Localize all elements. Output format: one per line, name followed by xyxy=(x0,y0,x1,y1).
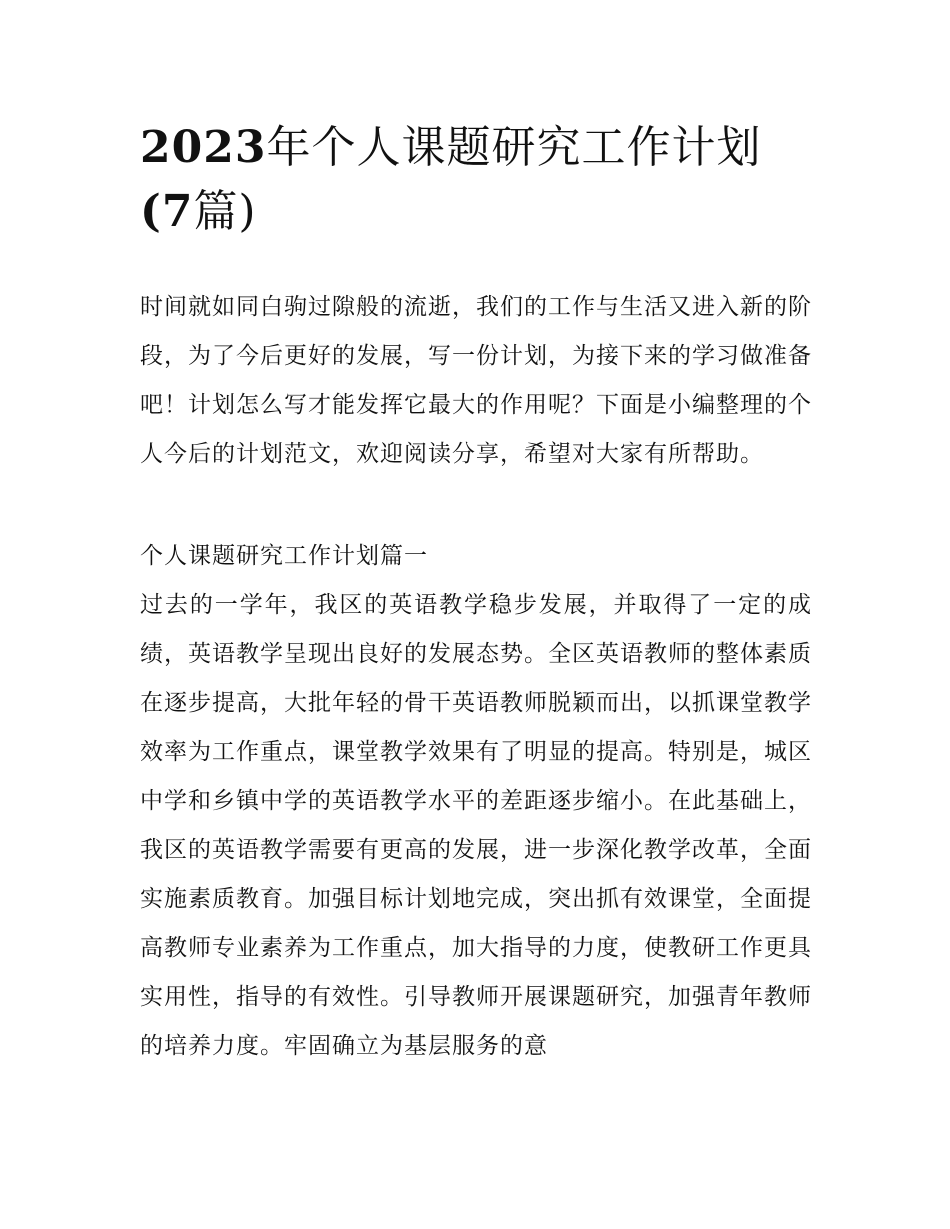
title-count-number: (7 xyxy=(140,186,194,237)
section-heading: 个人课题研究工作计划篇一 xyxy=(140,543,428,569)
title-year: 2023 xyxy=(140,122,267,173)
document-title xyxy=(140,116,812,244)
title-count-suffix: 篇) xyxy=(193,186,257,237)
intro-paragraph: 时间就如同白驹过隙般的流逝，我们的工作与生活又进入新的阶段，为了今后更好的发展，写一份计划，为接下来的学习做准备吧！计划怎么写才能发挥它最大的作用呢？下面是小编整理的个人今后的计划范文，欢迎阅读分享，希望对大家有所帮助。 xyxy=(140,294,812,467)
title-text: 年个人课题研究工作计划 xyxy=(266,122,762,173)
body-paragraph: 过去的一学年，我区的英语教学稳步发展，并取得了一定的成绩，英语教学呈现出良好的发展态势。全区英语教师的整体素质在逐步提高，大批年轻的骨干英语教师脱颖而出，以抓课堂教学效率为工作重点，课堂教学效果有了明显的提高。特别是，城区中学和乡镇中学的英语教学水平的差距逐步缩小。在此基础上，我区的英语教学需要有更高的发展，进一步深化教学改革，全面实施素质教育。加强目标计划地完成，突出抓有效课堂，全面提高教师专业素养为工作重点，加大指导的力度，使教研工作更具实用性，指导的有效性。引导教师开展课题研究，加强青年教师的培养力度。牢固确立为基层服务的意 xyxy=(140,592,812,1059)
